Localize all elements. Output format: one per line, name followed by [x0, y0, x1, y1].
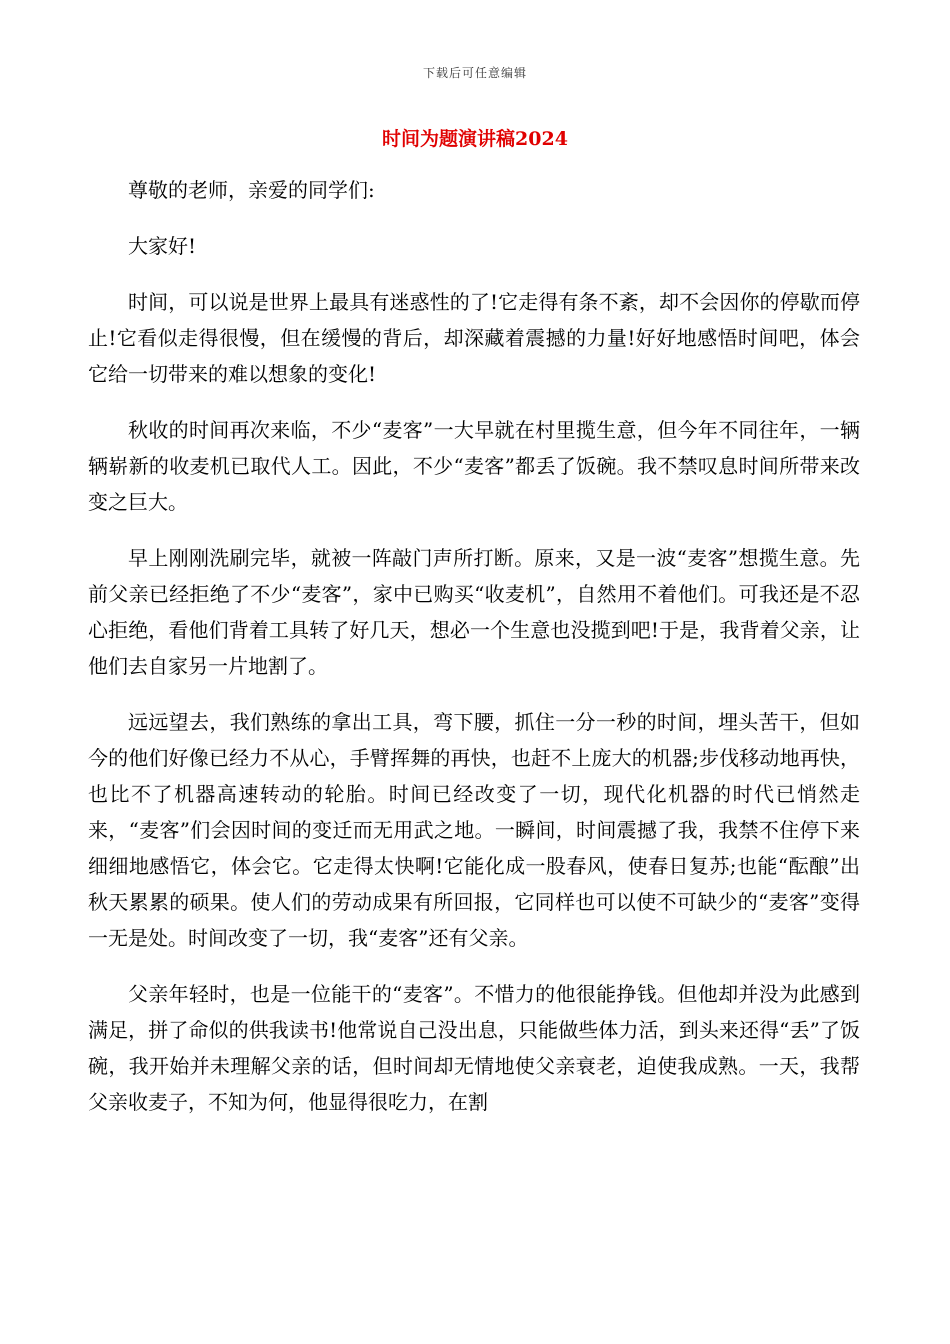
document-body	[88, 172, 860, 1140]
paragraph: 早上刚刚洗刷完毕，就被一阵敲门声所打断。原来，又是一波“麦客”想揽生意。先前父亲已经拒绝了不少“麦客”，家中已购买“收麦机”，自然用不着他们。可我还是不忍心拒绝，看他们背着工具转了好几天，想必一个生意也没揽到吧!于是，我背着父亲，让他们去自家另一片地割了。	[88, 546, 860, 678]
paragraph: 秋收的时间再次来临，不少“麦客”一大早就在村里揽生意，但今年不同往年，一辆辆崭新的收麦机已取代人工。因此，不少“麦客”都丢了饭碗。我不禁叹息时间所带来改变之巨大。	[88, 418, 860, 514]
paragraph: 父亲年轻时，也是一位能干的“麦客”。不惜力的他很能挣钱。但他却并没为此感到满足，拼了命似的供我读书!他常说自己没出息，只能做些体力活，到头来还得“丢”了饭碗，我开始并未理解父亲的话，但时间却无情地使父亲衰老，迫使我成熟。一天，我帮父亲收麦子，不知为何，他显得很吃力，在割	[88, 982, 860, 1114]
paragraph: 时间，可以说是世界上最具有迷惑性的了!它走得有条不紊，却不会因你的停歇而停止!它看似走得很慢，但在缓慢的背后，却深藏着震撼的力量!好好地感悟时间吧，体会它给一切带来的难以想象的变化!	[88, 290, 860, 386]
header-note: 下载后可任意编辑	[422, 66, 527, 80]
document-title: 时间为题演讲稿2024	[382, 128, 568, 150]
salutation: 尊敬的老师，亲爱的同学们:	[128, 178, 375, 202]
greeting: 大家好!	[128, 234, 197, 258]
paragraph: 远远望去，我们熟练的拿出工具，弯下腰，抓住一分一秒的时间，埋头苦干，但如今的他们好像已经力不从心，手臂挥舞的再快，也赶不上庞大的机器;步伐移动地再快，也比不了机器高速转动的轮胎。时间已经改变了一切，现代化机器的时代已悄然走来，“麦客”们会因时间的变迁而无用武之地。一瞬间，时间震撼了我，我禁不住停下来细细地感悟它，体会它。它走得太快啊!它能化成一股春风，使春日复苏;也能“酝酿”出秋天累累的硕果。使人们的劳动成果有所回报，它同样也可以使不可缺少的“麦客”变得一无是处。时间改变了一切，我“麦客”还有父亲。	[88, 710, 860, 950]
